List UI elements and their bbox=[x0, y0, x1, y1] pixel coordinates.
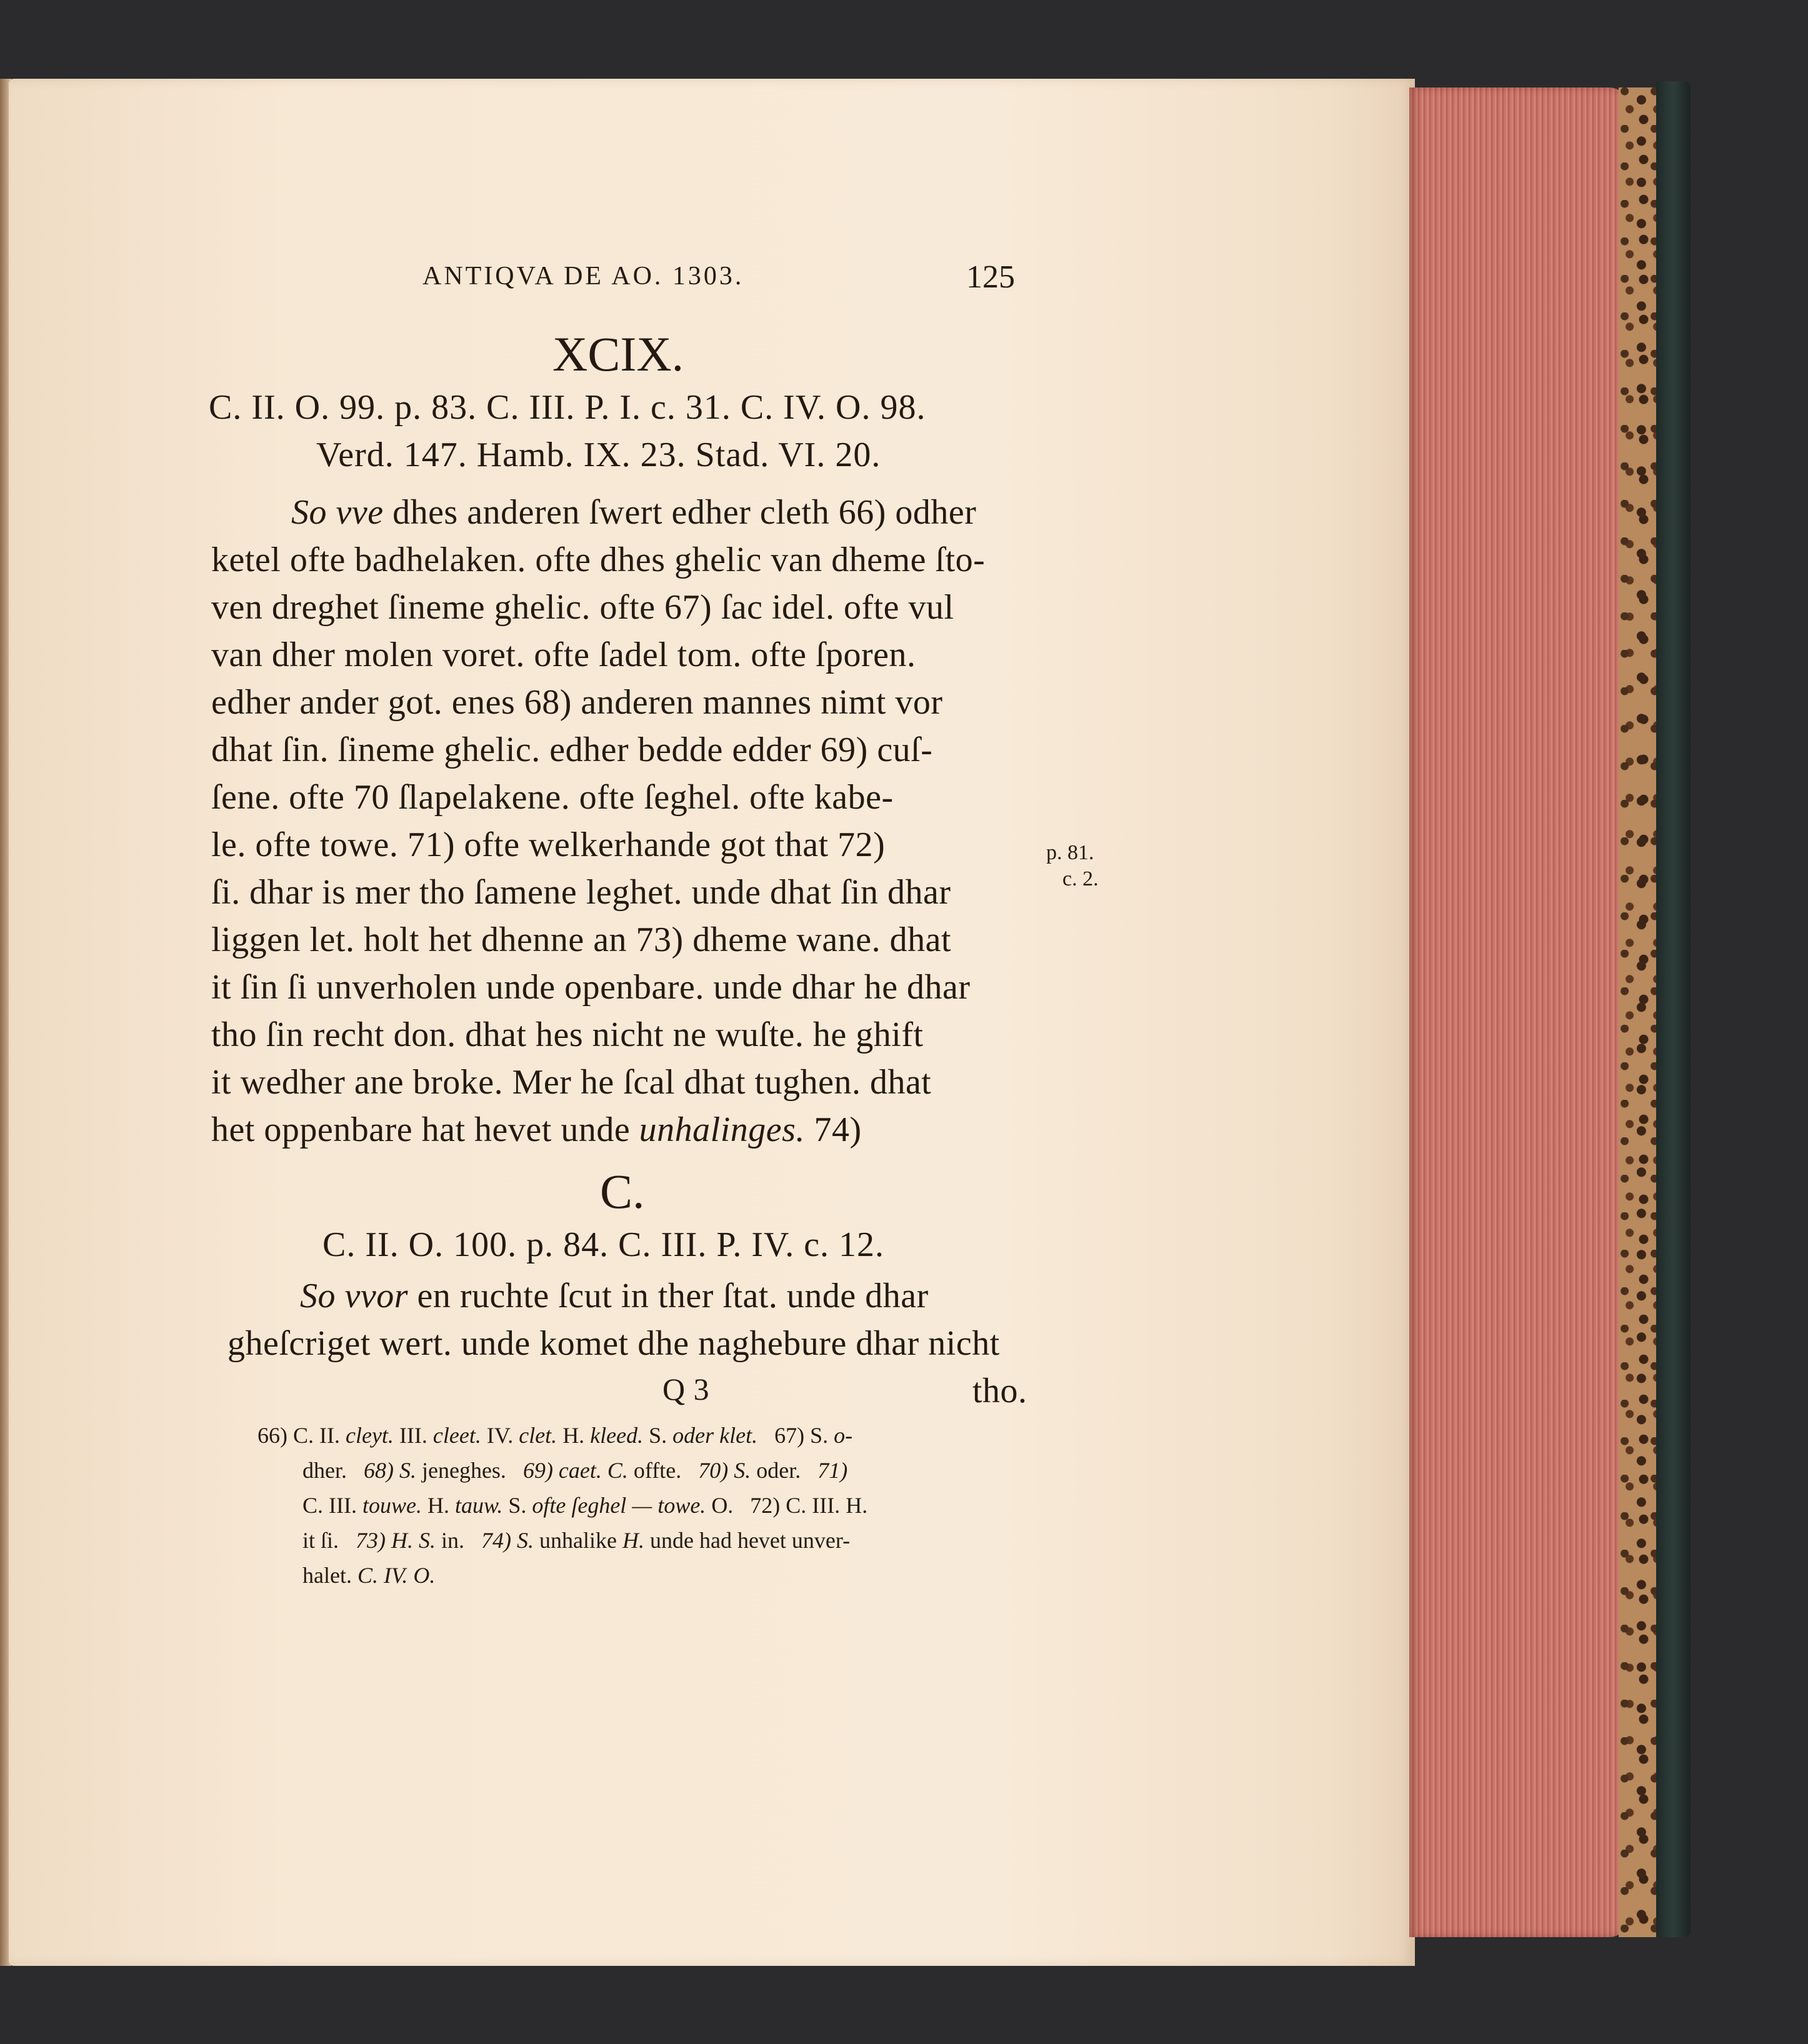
text-line: it ſin ſi unverholen unde openbare. unde dhar he dhar bbox=[211, 968, 971, 1007]
footnote-part: cleyt. bbox=[345, 1423, 394, 1448]
footnote-part: O. 72) C. III. H. bbox=[706, 1493, 868, 1518]
footnote-part: 70) S. bbox=[681, 1458, 757, 1483]
footnote-part: S. bbox=[643, 1423, 673, 1448]
footnote-part: IV. bbox=[481, 1423, 519, 1448]
footnote-line bbox=[302, 1492, 867, 1518]
text-line: ven dreghet ſineme ghelic. ofte 67) ſac idel. ofte vul bbox=[211, 588, 954, 627]
text-line: dhat ſin. ſineme ghelic. edher bedde edder 69) cuſ- bbox=[211, 730, 933, 769]
footnote-part: offte. bbox=[633, 1458, 682, 1483]
page-block-edges bbox=[1409, 87, 1628, 1937]
footnote-part: tauw. bbox=[454, 1493, 503, 1518]
footnote-part: ofte ſeghel — towe. bbox=[532, 1493, 706, 1518]
text-line: So vvor en ruchte ſcut in ther ſtat. unde dhar bbox=[300, 1277, 929, 1315]
text-line: ſene. ofte 70 ſlapelakene. ofte ſeghel. ofte kabe- bbox=[211, 778, 894, 817]
footnote-part: jeneghes. bbox=[421, 1458, 506, 1483]
page-number: 125 bbox=[966, 259, 1015, 295]
text-line: van dher molen voret. ofte ſadel tom. ofte ſporen. bbox=[211, 636, 916, 674]
text-line: le. ofte towe. 71) ofte welkerhande got that 72) bbox=[211, 825, 886, 864]
text-line: So vve dhes anderen ſwert edher cleth 66) odher bbox=[291, 493, 977, 532]
section-heading: C. bbox=[600, 1164, 645, 1219]
text-line: ketel ofte badhelaken. ofte dhes ghelic van dheme ſto- bbox=[211, 541, 986, 579]
footnote-part: unhalike bbox=[539, 1528, 617, 1553]
margin-note: p. 81. bbox=[1046, 841, 1094, 864]
incipit: So vvor bbox=[300, 1277, 409, 1315]
text-line: het oppenbare hat hevet unde unhalinges. 74) bbox=[211, 1110, 862, 1149]
footnote-part: unde had hevet unver- bbox=[650, 1528, 851, 1553]
footnote-part: 71) bbox=[801, 1458, 848, 1483]
footnote-part: III. bbox=[393, 1423, 433, 1448]
section-heading: XCIX. bbox=[552, 327, 684, 381]
text-line: edher ander got. enes 68) anderen mannes nimt vor bbox=[211, 683, 943, 722]
footnote-part: in. bbox=[441, 1528, 465, 1553]
footnote-part: dher. bbox=[302, 1458, 347, 1483]
footnote-line bbox=[302, 1562, 435, 1588]
footnote-part: touwe. bbox=[362, 1493, 422, 1518]
incipit: So vve bbox=[291, 493, 384, 532]
text-line: liggen let. holt het dhenne an 73) dheme wane. dhat bbox=[211, 920, 952, 959]
footnote-part: 69) caet. C. bbox=[506, 1458, 634, 1483]
leather-spine bbox=[1656, 81, 1691, 1937]
footnote-line bbox=[302, 1527, 850, 1553]
footnote-part: H. bbox=[617, 1528, 650, 1553]
footnote-part: oder. bbox=[756, 1458, 801, 1483]
signature-mark: Q 3 bbox=[662, 1372, 710, 1407]
footnote-part: 73) H. S. bbox=[339, 1528, 442, 1553]
footnote-part: 74) S. bbox=[464, 1528, 540, 1553]
text-line: gheſcriget wert. unde komet dhe naghebure dhar nicht bbox=[227, 1324, 1000, 1363]
section-references: C. II. O. 100. p. 84. C. III. P. IV. c. 12. bbox=[322, 1225, 885, 1264]
text-line: it wedher ane broke. Mer he ſcal dhat tughen. dhat bbox=[211, 1063, 932, 1102]
footnote-part: 68) S. bbox=[346, 1458, 422, 1483]
catchword: tho. bbox=[972, 1372, 1027, 1410]
footnote-part: clet. bbox=[519, 1423, 557, 1448]
footnote-line bbox=[302, 1457, 847, 1483]
footnote-part: H. bbox=[557, 1423, 591, 1448]
margin-note: c. 2. bbox=[1062, 867, 1099, 890]
footnote-part: oder klet. bbox=[672, 1423, 758, 1448]
footnote-part: 67) S. bbox=[757, 1423, 834, 1448]
section-references: Verd. 147. Hamb. IX. 23. Stad. VI. 20. bbox=[316, 436, 881, 474]
section-references: C. II. O. 99. p. 83. C. III. P. I. c. 31. C. IV. O. 98. bbox=[209, 388, 926, 427]
footnote-part: S. bbox=[502, 1493, 532, 1518]
footnote-part: H. bbox=[421, 1493, 455, 1518]
footnote-part: 66) C. II. bbox=[257, 1423, 346, 1448]
footnote-part: it ſi. bbox=[302, 1528, 339, 1553]
footnote-part: C. III. bbox=[302, 1493, 362, 1518]
footnote-line bbox=[257, 1422, 852, 1448]
footnote-part: o- bbox=[834, 1423, 853, 1448]
footnote-part: C. IV. O. bbox=[351, 1563, 436, 1588]
text-line: ſi. dhar is mer tho ſamene leghet. unde dhat ſin dhar bbox=[211, 873, 951, 912]
footnote-part: cleet. bbox=[432, 1423, 481, 1448]
text-line: tho ſin recht don. dhat hes nicht ne wuſte. he ghift bbox=[211, 1015, 924, 1054]
footnote-part: halet. bbox=[302, 1563, 352, 1588]
footnote-part: kleed. bbox=[590, 1423, 644, 1448]
running-title: ANTIQVA DE AO. 1303. bbox=[422, 262, 744, 291]
